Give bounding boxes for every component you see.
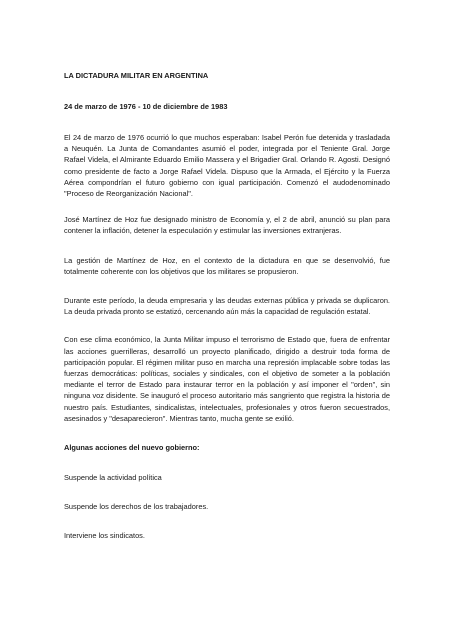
paragraph-1: El 24 de marzo de 1976 ocurrió lo que muchos esperaban: Isabel Perón fue detenida y trasladada a Neuquén. La Junta de Comandantes asumió el poder, integrada por el Teniente Gral. Jorge Rafael Videla, el Almirante Eduardo Emilio Massera y el Brigadier Gral. Orlando R. Agosti. Designó como presidente de facto a Jorge Rafael Videla. Dispuso que la Armada, el Ejército y la Fuerza Aérea compondrían el futuro gobierno con igual participación. Comenzó el audodenominado "Proceso de Reorganización Nacional". [64,133,390,199]
action-item-3: Interviene los sindicatos. [64,531,145,541]
action-item-1: Suspende la actividad política [64,473,162,483]
document-title: LA DICTADURA MILITAR EN ARGENTINA [64,71,209,80]
action-item-2: Suspende los derechos de los trabajadores. [64,502,209,512]
paragraph-4: Durante este período, la deuda empresaria y las deudas externas pública y privada se duplicaron. La deuda privada pronto se estatizó, cercenando aún más la capacidad de regulación estatal. [64,296,390,317]
date-range: 24 de marzo de 1976 - 10 de diciembre de 1983 [64,102,228,111]
paragraph-5: Con ese clima económico, la Junta Militar impuso el terrorismo de Estado que, fuera de enfrentar las acciones guerrilleras, desarrolló un proyecto planificado, dirigido a destruir toda forma de participación popular. El régimen militar puso en marcha una represión implacable sobre todas las fuerzas democráticas: políticas, sociales y sindicales, con el objetivo de someter a la población mediante el terror de Estado para instaurar terror en la población y así imponer el "orden", sin ninguna voz disidente. Se inauguró el proceso autoritario más sangriento que registra la historia de nuestro país. Estudiantes, sindicalistas, intelectuales, profesionales y otros fueron secuestrados, asesinados y "desaparecieron". Mientras tanto, mucha gente se exilió. [64,335,390,423]
paragraph-3: La gestión de Martínez de Hoz, en el contexto de la dictadura en que se desenvolvió, fue totalmente coherente con los objetivos que los militares se propusieron. [64,255,390,276]
actions-subtitle: Algunas acciones del nuevo gobierno: [64,443,200,453]
document-content [64,71,390,560]
paragraph-2: José Martínez de Hoz fue designado ministro de Economía y, el 2 de abril, anunció su plan para contener la inflación, detener la especulación y estimular las inversiones extranjeras. [64,215,390,236]
